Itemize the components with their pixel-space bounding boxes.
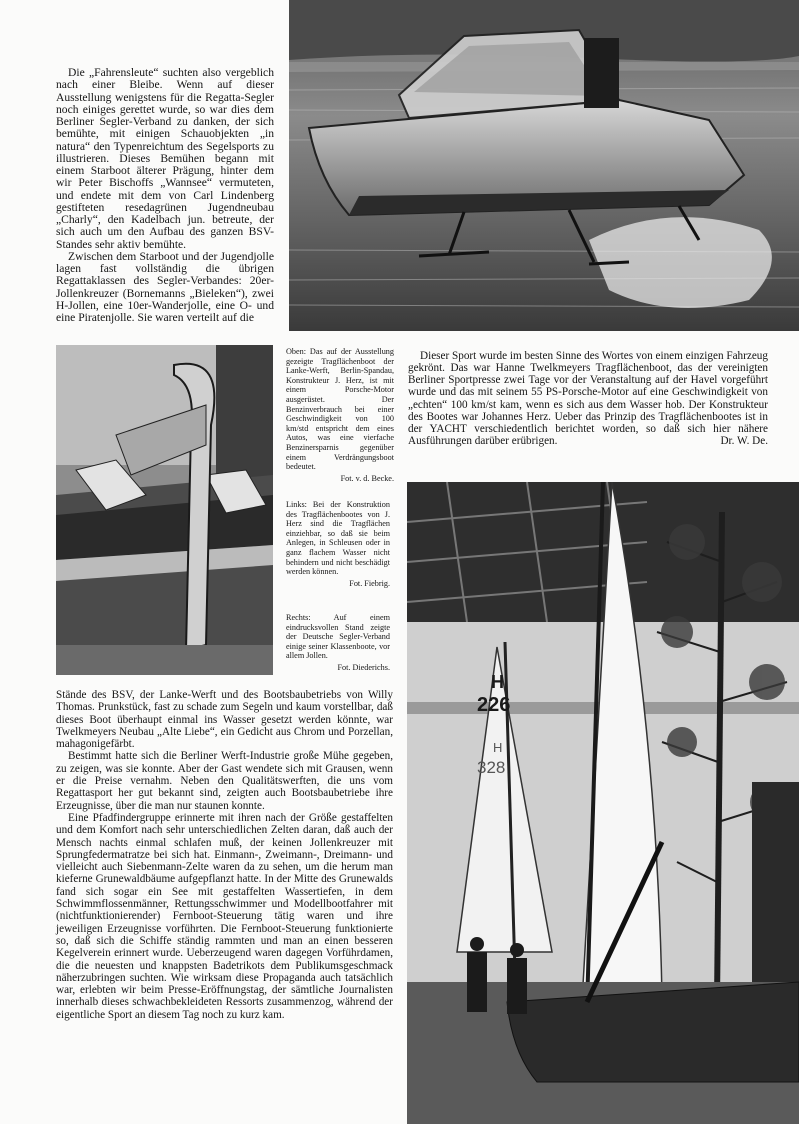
paragraph: Die „Fahrensleute“ suchten also vergeblich nach einer Bleibe. Wenn auf dieser Ausstellung wenigstens für die Regatta-Segler noch einiges gerettet wurde, so war dies dem Berliner Segler-Verband zu danken, der sich bemühte, mit einigen Schauobjekten „in natura“ den Typenreichtum des Segelsports zu illustrieren. Dieses Bemühen begann mit einem Starboot älterer Prägung, hinter dem wir Peter Bischoffs „Wannsee“ vermuteten, und endete mit dem von Carl Lindenberg gestifteten resedagrünen Jugendneubau „Charly“, den Kadelbach jun. betreute, der sich auch um den Aufbau des ganzen BSV-Standes sehr aktiv bemühte. xyxy=(56,66,274,251)
sail-number-h-lower: H xyxy=(493,740,503,755)
photo-credit: Fot. Diederichs. xyxy=(337,662,390,672)
caption-text: Oben: Das auf der Ausstellung gezeigte Tragflächenboot der Lanke-Werft, Berlin-Spandau, Konstrukteur J. Herz, ist mit einem Porsche-Motor ausgerüstet. Der Benzinverbrauch bei einer Geschwindigkeit von 100 km/std entspricht dem eines Autos, was eine vierfache Benzinersparnis gegenüber einem Verdrängungsboot bedeutet. xyxy=(286,347,394,472)
sail-number-h-top: H xyxy=(491,672,504,692)
paragraph: Eine Pfadfindergruppe erinnerte mit ihren nach der Größe gestaffelten und dem Komfort nach sehr unterschiedlichen Zelten daran, daß auch der Mensch nachts einmal schlafen muß, der keinen Jollenkreuzer mit Sprungfedermatratze bei sich hat. Einmann-, Zweimann-, Dreimann- und vielleicht auch Siebenmann-Zelte waren da zu sehen, um die herum man kieferne Grunewaldbäume aufgepflanzt hatte. In der Mitte des Grunewalds fand sich sogar ein See mit gestaffelten Wassertiefen, in dem Schwimmflossenmänner, Rettungsschwimmer und Modellbootfahrer mit (nichtfunktionierender) Fernboot-Steuerung tätig waren und ihre jeweiligen Erzeugnisse vorführten. Die Fernboot-Steuerung funktionierte so, daß sich die Schiffe ständig rammten und man an einen besseren Kegelverein erinnert wurde. Ueberzeugend waren dagegen Vorführdamen, die die neuesten und knappsten Badetrikots dem Publikumsgeschmack näherzubringen suchten. Wie wirksam diese Propaganda auch tatsächlich war, erlebten wir beim Presse-Eröffnungstag, der sämtliche Journalisten innerhalb dieses schwachbekleideten Ressorts zusammenzog, während der eigentliche Sport an diesem Tag noch zu kurz kam. xyxy=(56,811,393,1021)
photo-retractable-foil xyxy=(56,345,273,675)
article-column-left-top xyxy=(56,67,274,324)
caption-right-photo xyxy=(286,613,390,673)
paragraph: Bestimmt hatte sich die Berliner Werft-Industrie große Mühe gegeben, zu zeigen, was sie konnte. Aber der Gast wendete sich mit Grausen, wenn er die Preise vernahm. Neben den Qualitätswerften, die uns vom Regattasport her gut bekannt sind, zeigten auch Bootsbaubetriebe ihre Erzeugnisse, über die man nur staunen konnte. xyxy=(56,750,393,812)
caption-text: Links: Bei der Konstruktion des Tragflächenbootes von J. Herz sind die Tragflächen einziehbar, so daß sie beim Anlegen, in Schleusen oder in ganz flachem Wasser nicht behindern und nicht beschädigt werden können. xyxy=(286,500,390,577)
caption-left-photo xyxy=(286,500,390,588)
paragraph: Zwischen dem Starboot und der Jugendjolle lagen fast vollständig die übrigen Regattaklassen des Segler-Verbandes: 20er-Jollenkreuzer (Bornemanns „Bieleken“), zwei H-Jollen, eine 10er-Wanderjolle, eine O- und eine Piratenjolle. Sie waren verteilt auf die xyxy=(56,249,274,324)
photo-hydrofoil-boat xyxy=(289,0,799,331)
caption-top-photo xyxy=(286,347,394,483)
sail-number-226: 226 xyxy=(477,694,511,716)
article-column-left-bottom xyxy=(56,689,393,1021)
photo-credit: Fot. v. d. Becke. xyxy=(340,473,394,483)
paragraph: Stände des BSV, der Lanke-Werft und des Bootsbaubetriebs von Willy Thomas. Prunkstück, fast zu schade zum Segeln und kaum vorstellbar, daß dieses Boot überhaupt einmal ins Wasser gesetzt werden könnte, war Twelkmeyers Neubau „Alte Liebe“, ein Gedicht aus Chrom und Porzellan, mahagonigefärbt. xyxy=(56,689,393,751)
article-column-right-top xyxy=(408,350,768,447)
author-signoff: Dr. W. De. xyxy=(720,435,768,448)
paragraph: Dieser Sport wurde im besten Sinne des Wortes von einem einzigen Fahrzeug gekrönt. Das war Hanne Twelkmeyers Tragflächenboot, das der vereinigten Berliner Sportpresse zwei Tage vor der Veranstaltung auf der Havel vorgeführt wurde und das mit seinem 55 PS-Porsche-Motor auf eine Geschwindigkeit von „echten“ 100 km/st kam, wenn es sich aus dem Wasser hob. Der Konstrukteur des Bootes war Johannes Herz. Ueber das Prinzip des Tragflächenbootes ist in der YACHT verschiedentlich berichtet worden, so daß sich hier nähere Ausführungen darüber erübrigen. Dr. W. De. xyxy=(408,350,768,448)
sail-number-328: 328 xyxy=(477,758,506,777)
caption-text: Rechts: Auf einem eindrucksvollen Stand zeigte der Deutsche Segler-Verband einige seiner Klassenboote, vor allem Jollen. xyxy=(286,613,390,661)
photo-credit: Fot. Fiebrig. xyxy=(349,578,390,588)
photo-exhibition-sailboats xyxy=(407,482,799,1124)
